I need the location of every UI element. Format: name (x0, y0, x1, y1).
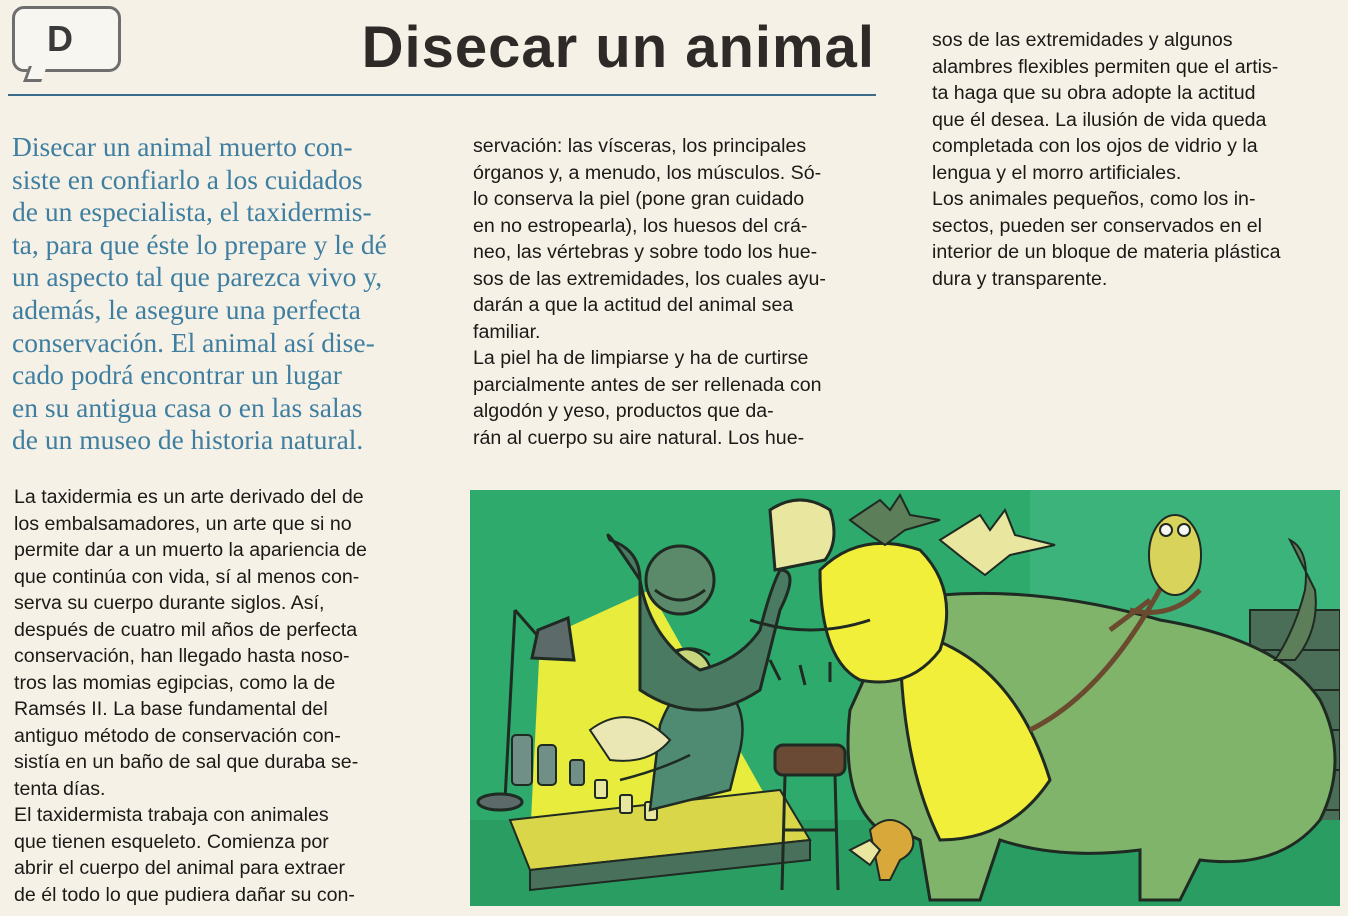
lead-text-line: de un especialista, el taxidermis- (12, 196, 372, 228)
body-text-line: órganos y, a menudo, los músculos. Só- (473, 161, 822, 184)
body-text-line: los embalsamadores, un arte que si no (14, 512, 352, 535)
body-text-line: parcialmente antes de ser rellenada con (473, 373, 822, 396)
body-text-line: conservación, han llegado hasta noso- (14, 645, 350, 667)
body-column-1 (14, 484, 424, 908)
body-text-line: después de cuatro mil años de perfecta (14, 618, 358, 641)
taxidermy-workshop-illustration-icon (470, 490, 1340, 906)
body-text-line: sos de las extremidades, los cuales ayu- (473, 267, 826, 290)
body-text-line: en no estropearla), los huesos del crá- (473, 214, 808, 237)
body-text-line: lo conserva la piel (pone gran cuidado (473, 188, 805, 210)
body-text-line: que él desea. La ilusión de vida queda (932, 108, 1267, 131)
body-column-2 (473, 133, 881, 451)
lead-text-line: ta, para que éste lo prepare y le dé (12, 228, 387, 260)
body-text-line: sos de las extremidades y algunos (932, 29, 1233, 51)
body-text-line: antiguo método de conservación con- (14, 724, 341, 747)
lead-text-line: de un museo de historia natural. (12, 424, 364, 456)
body-text-line: lengua y el morro artificiales. (932, 161, 1182, 184)
body-text-line: neo, las vértebras y sobre todo los hue- (473, 241, 818, 263)
body-text-line: sectos, pueden ser conservados en el (932, 214, 1263, 237)
section-badge (12, 6, 121, 72)
body-text-line: familiar. (473, 320, 541, 343)
lead-text-line: un aspecto tal que parezca vivo y, (12, 261, 383, 293)
body-text-line: darán a que la actitud del animal sea (473, 294, 794, 316)
lead-text-line: en su antigua casa o en las salas (12, 391, 363, 423)
body-text-line: La piel ha de limpiarse y ha de curtirse (473, 347, 809, 369)
title-divider (8, 94, 876, 96)
owl-icon (1149, 515, 1201, 595)
lead-paragraph (12, 131, 424, 457)
body-text-line: tenta días. (14, 777, 106, 800)
body-text-line: El taxidermista trabaja con animales (14, 804, 329, 826)
body-text-line: abrir el cuerpo del animal para extraer (14, 857, 346, 879)
body-text-line: La taxidermia es un arte derivado del de (14, 486, 364, 508)
body-text-line: Los animales pequeños, como los in- (932, 188, 1256, 210)
body-text-line: interior de un bloque de materia plástica (932, 241, 1281, 263)
body-text-line: ta haga que su obra adopte la actitud (932, 82, 1256, 104)
body-column-3 (932, 27, 1340, 292)
lead-text-line: siste en confiarlo a los cuidados (12, 163, 363, 195)
body-text-line: serva su cuerpo durante siglos. Así, (14, 592, 325, 614)
body-text-line: alambres flexibles permiten que el artis- (932, 55, 1279, 78)
body-text-line: de él todo lo que pudiera dañar su con- (14, 883, 355, 906)
lead-text-line: Disecar un animal muerto con- (12, 131, 353, 162)
body-text-line: que continúa con vida, sí al menos con- (14, 565, 360, 588)
lead-text-line: además, le asegure una perfecta (12, 293, 361, 325)
taxidermy-illustration (470, 490, 1340, 906)
lead-text-line: cado podrá encontrar un lugar (12, 359, 342, 391)
body-text-line: tros las momias egipcias, como la de (14, 671, 336, 694)
body-text-line: completada con los ojos de vidrio y la (932, 135, 1258, 157)
body-text-line: permite dar a un muerto la apariencia de (14, 539, 367, 561)
body-text-line: dura y transparente. (932, 267, 1108, 290)
page-title: Disecar un animal (361, 15, 875, 80)
body-text-line: sistía en un baño de sal que duraba se- (14, 751, 359, 773)
body-text-line: servación: las vísceras, los principales (473, 135, 807, 157)
body-text-line: algodón y yeso, productos que da- (473, 400, 774, 422)
section-letter: D (47, 18, 73, 59)
body-text-line: que tienen esqueleto. Comienza por (14, 830, 329, 853)
body-text-line: Ramsés II. La base fundamental del (14, 698, 328, 720)
body-text-line: rán al cuerpo su aire natural. Los hue- (473, 426, 805, 449)
lead-text-line: conservación. El animal así dise- (12, 326, 375, 358)
